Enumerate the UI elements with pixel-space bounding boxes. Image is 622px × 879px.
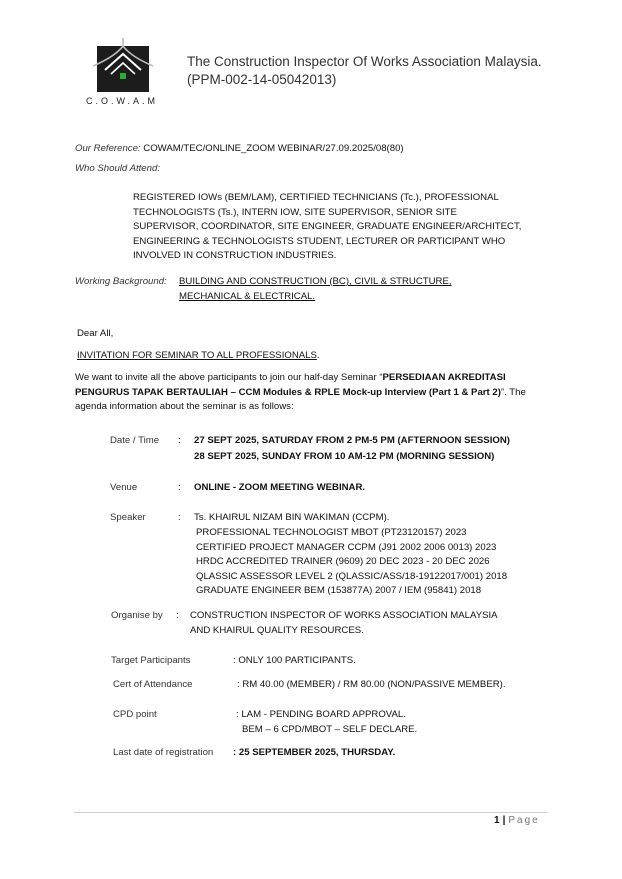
intro-text: We want to invite all the above participants to join our half-day Seminar “ <box>75 372 383 383</box>
cert-value: : RM 40.00 (MEMBER) / RM 80.00 (NON/PASSIVE MEMBER). <box>237 679 506 690</box>
organiser-line2: AND KHAIRUL QUALITY RESOURCES. <box>190 625 364 636</box>
speaker-credential: HRDC ACCREDITED TRAINER (9609) 20 DEC 2023 - 20 DEC 2026 <box>196 556 490 567</box>
page-footer <box>494 815 540 826</box>
invitation-title-period: . <box>316 350 320 361</box>
logo-caption: C.O.W.A.M <box>86 96 158 106</box>
speaker-credentials <box>196 526 556 599</box>
venue-colon: : <box>178 482 181 493</box>
last-date-label: Last date of registration <box>113 747 214 758</box>
invitation-title: INVITATION FOR SEMINAR TO ALL PROFESSIONALS <box>77 350 317 361</box>
registration-number: (PPM-002-14-05042013) <box>187 72 337 87</box>
speaker-credential: GRADUATE ENGINEER BEM (153877A) 2007 / IEM (95841) 2018 <box>196 585 482 596</box>
target-label: Target Participants <box>111 655 191 666</box>
intro-paragraph <box>75 371 555 415</box>
seminar-name-part2: PENGURUS TAPAK BERTAULIAH – CCM Modules & RPLE Mock-up Interview (Part 1 & Part 2) <box>75 386 501 398</box>
intro-line2 <box>75 386 555 401</box>
association-header <box>187 53 542 89</box>
footer-separator: | <box>502 815 506 826</box>
roof-icon <box>97 36 149 92</box>
date-line2: 28 SEPT 2025, SUNDAY FROM 10 AM-12 PM (MORNING SESSION) <box>194 451 495 462</box>
who-attend-line: INVOLVED IN CONSTRUCTION INDUSTRIES. <box>133 250 337 261</box>
speaker-name: Ts. KHAIRUL NIZAM BIN WAKIMAN (CCPM). <box>194 512 390 523</box>
who-attend-line: SUPERVISOR, COORDINATOR, SITE ENGINEER, GRADUATE ENGINEER/ARCHITECT, <box>133 221 522 232</box>
who-attend-line: ENGINEERING & TECHNOLOGISTS STUDENT, LECTURER OR PARTICIPANT WHO <box>133 235 506 247</box>
venue-label: Venue <box>110 482 138 493</box>
page-word: Page <box>508 815 540 826</box>
who-attend-line: TECHNOLOGISTS (Ts.), INTERN IOW, SITE SUPERVISOR, SENIOR SITE <box>133 206 457 218</box>
intro-text-end: ”. The <box>500 386 526 398</box>
cpd-line2: BEM – 6 CPD/MBOT – SELF DECLARE. <box>242 724 418 735</box>
organise-label: Organise by <box>111 610 163 621</box>
cpd-label: CPD point <box>113 709 157 720</box>
page-number: 1 <box>494 815 500 826</box>
who-attend-line: REGISTERED IOWs (BEM/LAM), CERTIFIED TECHNICIANS (Tc.), PROFESSIONAL <box>133 192 499 203</box>
intro-line1 <box>75 371 555 386</box>
association-name: The Construction Inspector Of Works Association Malaysia. <box>187 54 542 69</box>
seminar-name-part1: PERSEDIAAN AKREDITASI <box>382 372 506 383</box>
date-line1: 27 SEPT 2025, SATURDAY FROM 2 PM-5 PM (AFTERNOON SESSION) <box>194 435 510 446</box>
speaker-colon: : <box>178 512 181 523</box>
working-background-label: Working Background: <box>75 276 167 287</box>
date-label: Date / Time <box>110 435 160 446</box>
speaker-credential: CERTIFIED PROJECT MANAGER CCPM (J91 2002 2006 0013) 2023 <box>196 541 497 553</box>
who-attend-label: Who Should Attend: <box>75 163 160 174</box>
cpd-line1: : LAM - PENDING BOARD APPROVAL. <box>236 709 406 720</box>
organiser-line1: CONSTRUCTION INSPECTOR OF WORKS ASSOCIATION MALAYSIA <box>190 610 498 621</box>
who-attend-list <box>133 191 553 264</box>
last-date-value: : 25 SEPTEMBER 2025, THURSDAY. <box>233 747 396 758</box>
footer-divider <box>74 812 548 813</box>
greeting: Dear All, <box>77 328 114 339</box>
speaker-credential: QLASSIC ASSESSOR LEVEL 2 (QLASSIC/ASS/18-19122017/001) 2018 <box>196 570 508 582</box>
speaker-credential: PROFESSIONAL TECHNOLOGIST MBOT (PT23120157) 2023 <box>196 527 467 538</box>
target-value: : ONLY 100 PARTICIPANTS. <box>233 655 356 666</box>
date-colon: : <box>178 435 181 446</box>
intro-line3: agenda information about the seminar is as follows: <box>75 401 294 412</box>
reference-row <box>75 142 404 157</box>
invitation-heading <box>77 349 320 364</box>
venue-value: ONLINE - ZOOM MEETING WEBINAR. <box>194 482 366 493</box>
reference-label: Our Reference: <box>75 143 141 154</box>
working-background-line1: BUILDING AND CONSTRUCTION (BC), CIVIL & STRUCTURE, <box>179 276 452 287</box>
cert-label: Cert of Attendance <box>113 679 193 690</box>
reference-value: COWAM/TEC/ONLINE_ZOOM WEBINAR/27.09.2025/08(80) <box>143 143 404 154</box>
organise-colon: : <box>176 610 179 621</box>
speaker-label: Speaker <box>110 512 146 523</box>
cowam-logo <box>97 46 149 92</box>
working-background-line2: MECHANICAL & ELECTRICAL. <box>179 291 316 302</box>
